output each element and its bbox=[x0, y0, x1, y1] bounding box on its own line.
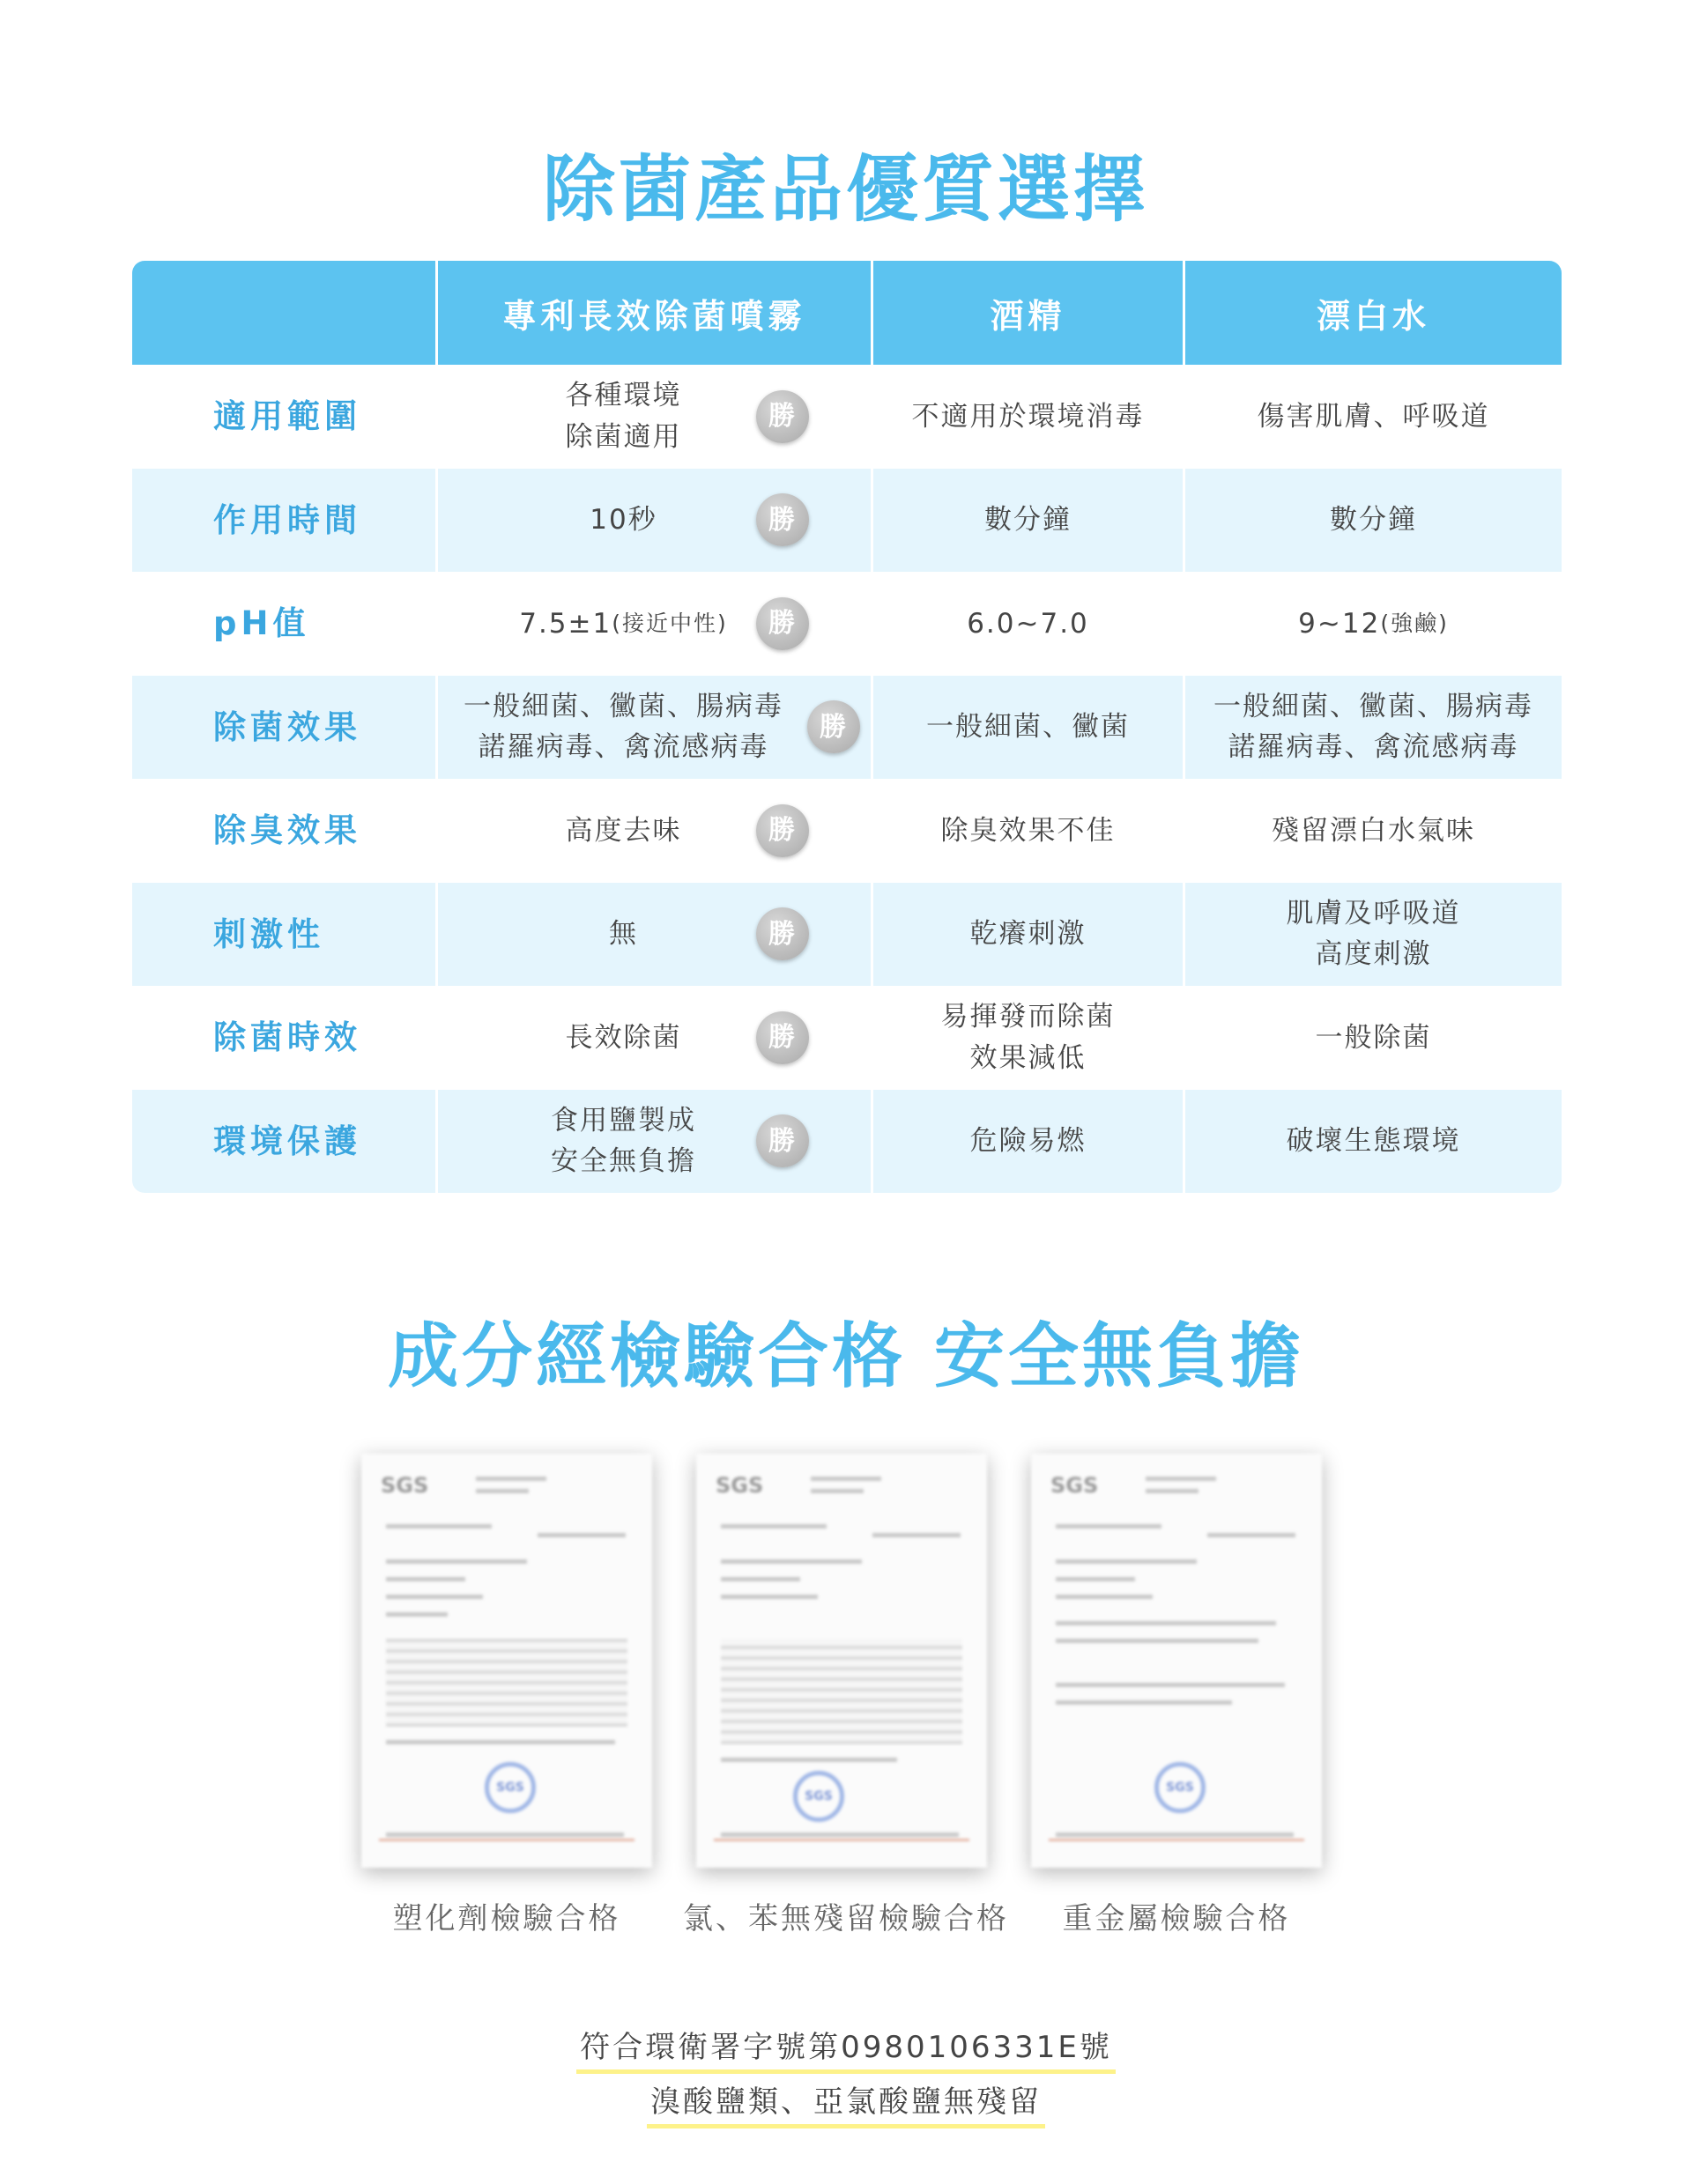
bleach-cell: 破壞生態環境 bbox=[1183, 1090, 1562, 1194]
cell-text: 長效除菌 bbox=[565, 1021, 682, 1054]
table-row bbox=[132, 572, 1562, 676]
certificate-caption: 重金屬檢驗合格 bbox=[1062, 1901, 1291, 1936]
sgs-logo: SGS bbox=[716, 1473, 764, 1498]
bleach-cell: 數分鐘 bbox=[1183, 469, 1562, 573]
win-badge: 勝 bbox=[756, 390, 809, 443]
note-text: 符合環衛署字號第0980106331E號 bbox=[576, 2023, 1116, 2074]
sgs-stamp-icon: SGS bbox=[1154, 1762, 1206, 1813]
cell-text: 無 bbox=[609, 918, 638, 950]
certificate-image bbox=[1031, 1454, 1322, 1868]
table-header bbox=[132, 261, 1562, 365]
win-badge: 勝 bbox=[756, 597, 809, 650]
row-label: 作用時間 bbox=[213, 500, 361, 539]
comparison-table bbox=[132, 261, 1562, 1193]
win-badge: 勝 bbox=[756, 493, 809, 546]
product-cell bbox=[435, 469, 871, 573]
product-cell bbox=[435, 1090, 871, 1194]
bleach-cell: 一般除菌 bbox=[1183, 986, 1562, 1090]
certificate-image bbox=[696, 1454, 987, 1868]
alcohol-cell: 乾癢刺激 bbox=[871, 883, 1183, 987]
product-cell bbox=[435, 779, 871, 883]
header-alcohol: 酒精 bbox=[871, 261, 1183, 365]
cell-text: 食用鹽製成 安全無負擔 bbox=[551, 1104, 696, 1178]
certificate-image bbox=[361, 1454, 652, 1868]
header-product: 專利長效除菌噴霧 bbox=[435, 261, 871, 365]
win-badge: 勝 bbox=[756, 804, 809, 857]
bleach-cell: 傷害肌膚、呼吸道 bbox=[1183, 365, 1562, 469]
cell-note: (強鹼) bbox=[1380, 611, 1449, 636]
product-cell bbox=[435, 676, 871, 780]
product-cell bbox=[435, 572, 871, 676]
cell-text: 各種環境 除菌適用 bbox=[565, 380, 682, 453]
alcohol-cell: 數分鐘 bbox=[871, 469, 1183, 573]
product-cell bbox=[435, 883, 871, 987]
win-badge: 勝 bbox=[756, 1114, 809, 1167]
win-badge: 勝 bbox=[807, 700, 860, 753]
header-empty bbox=[132, 261, 435, 365]
row-label: pH值 bbox=[213, 604, 310, 642]
win-badge: 勝 bbox=[756, 1011, 809, 1064]
row-label: 除菌效果 bbox=[213, 707, 361, 746]
table-row bbox=[132, 883, 1562, 987]
sgs-logo: SGS bbox=[1050, 1473, 1099, 1498]
row-label: 環境保護 bbox=[213, 1122, 361, 1160]
alcohol-cell: 6.0~7.0 bbox=[871, 572, 1183, 676]
table-row bbox=[132, 469, 1562, 573]
alcohol-cell: 易揮發而除菌 效果減低 bbox=[871, 986, 1183, 1090]
cell-text: 7.5±1 bbox=[519, 607, 612, 640]
registration-note bbox=[0, 2023, 1692, 2074]
cell-text: 9~12 bbox=[1298, 607, 1381, 640]
table-row bbox=[132, 365, 1562, 469]
table-row bbox=[132, 676, 1562, 780]
row-label: 適用範圍 bbox=[213, 397, 361, 435]
sgs-logo: SGS bbox=[381, 1473, 429, 1498]
alcohol-cell: 除臭效果不佳 bbox=[871, 779, 1183, 883]
row-label: 刺激性 bbox=[213, 914, 324, 953]
alcohol-cell: 一般細菌、黴菌 bbox=[871, 676, 1183, 780]
table-row bbox=[132, 1090, 1562, 1194]
alcohol-cell: 不適用於環境消毒 bbox=[871, 365, 1183, 469]
cell-text: 10秒 bbox=[590, 504, 657, 536]
row-label: 除菌時效 bbox=[213, 1018, 361, 1056]
win-badge: 勝 bbox=[756, 907, 809, 960]
bleach-cell: 殘留漂白水氣味 bbox=[1183, 779, 1562, 883]
certificate-caption: 氯、苯無殘留檢驗合格 bbox=[683, 1901, 1009, 1936]
bleach-cell: 一般細菌、黴菌、腸病毒 諾羅病毒、禽流感病毒 bbox=[1183, 676, 1562, 780]
product-cell bbox=[435, 365, 871, 469]
page-title: 除菌產品優質選擇 bbox=[542, 148, 1149, 232]
row-label: 除臭效果 bbox=[213, 811, 361, 849]
table-row bbox=[132, 779, 1562, 883]
bleach-cell bbox=[1183, 572, 1562, 676]
header-bleach: 漂白水 bbox=[1183, 261, 1562, 365]
section-subtitle: 成分經檢驗合格 安全無負擔 bbox=[388, 1315, 1304, 1397]
cell-text: 一般細菌、黴菌、腸病毒 諾羅病毒、禽流感病毒 bbox=[464, 690, 783, 764]
certificate-caption: 塑化劑檢驗合格 bbox=[392, 1901, 621, 1936]
note-text: 溴酸鹽類、亞氯酸鹽無殘留 bbox=[647, 2077, 1045, 2128]
bleach-cell: 肌膚及呼吸道 高度刺激 bbox=[1183, 883, 1562, 987]
cell-text: 高度去味 bbox=[565, 814, 682, 847]
sgs-stamp-icon: SGS bbox=[485, 1762, 536, 1813]
alcohol-cell: 危險易燃 bbox=[871, 1090, 1183, 1194]
cell-note: (接近中性) bbox=[612, 611, 728, 636]
residue-note bbox=[0, 2077, 1692, 2128]
table-row bbox=[132, 986, 1562, 1090]
product-cell bbox=[435, 986, 871, 1090]
sgs-stamp-icon: SGS bbox=[793, 1771, 844, 1822]
